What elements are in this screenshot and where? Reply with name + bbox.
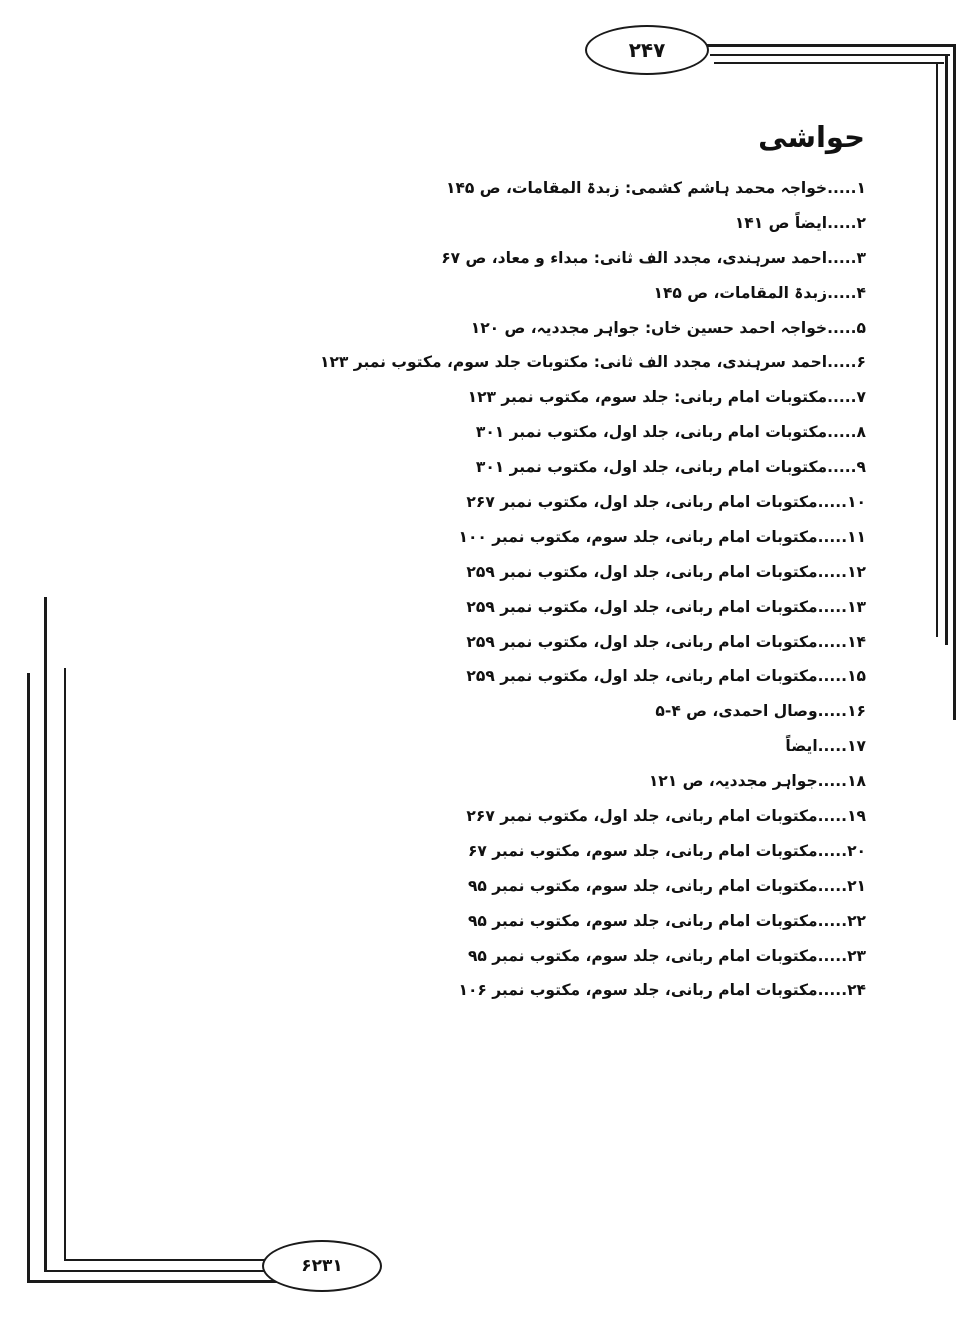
- footnote-item: ۲۳.....مکتوبات امام ربانی، جلد سوم، مکتوب نمبر ۹۵: [467, 946, 866, 965]
- footnotes-list: [320, 171, 866, 1008]
- left-frame-line-inner: [64, 668, 66, 1260]
- left-frame-line-middle: [44, 597, 47, 1272]
- footnote-item: ۱۸.....جواہر مجددیہ، ص ۱۲۱: [648, 772, 866, 791]
- footnote-item: ۱۴.....مکتوبات امام ربانی، جلد اول، مکتوب نمبر ۲۵۹: [466, 632, 866, 651]
- top-frame-line-middle: [710, 54, 950, 56]
- right-frame-line-inner: [936, 62, 938, 637]
- footnote-item: ۱۲.....مکتوبات امام ربانی، جلد اول، مکتوب نمبر ۲۵۹: [466, 562, 866, 581]
- right-frame-line-middle: [945, 54, 948, 645]
- footnote-item: ۷.....مکتوبات امام ربانی: جلد سوم، مکتوب نمبر ۱۲۳: [467, 388, 866, 407]
- footer-page-number: [262, 1240, 382, 1292]
- left-frame-line-outer: [27, 673, 30, 1283]
- section-heading: حواشی: [758, 120, 865, 154]
- footnote-item: ۲۰.....مکتوبات امام ربانی، جلد سوم، مکتوب نمبر ۶۷: [467, 841, 866, 860]
- footnote-item: ۶.....احمد سرہندی، مجدد الف ثانی: مکتوبات جلد سوم، مکتوب نمبر ۱۲۳: [320, 353, 866, 372]
- footnote-item: ۲۴.....مکتوبات امام ربانی، جلد سوم، مکتوب نمبر ۱۰۶: [458, 981, 866, 1000]
- footnote-item: ۲۲.....مکتوبات امام ربانی، جلد سوم، مکتوب نمبر ۹۵: [467, 911, 866, 930]
- header-page-number-text: ۲۴۷: [628, 38, 666, 62]
- footnote-item: ۱۳.....مکتوبات امام ربانی، جلد اول، مکتوب نمبر ۲۵۹: [466, 597, 866, 616]
- footnote-item: ۱۷.....ایضاً: [785, 737, 866, 756]
- right-frame-line-outer: [953, 44, 956, 720]
- header-page-number: [585, 25, 709, 75]
- footnote-item: ۱۵.....مکتوبات امام ربانی، جلد اول، مکتوب نمبر ۲۵۹: [466, 667, 866, 686]
- footnote-item: ۳.....احمد سرہندی، مجدد الف ثانی: مبداء و معاد، ص ۶۷: [441, 248, 866, 267]
- top-frame-line-inner: [714, 62, 944, 64]
- footnote-item: ۲۱.....مکتوبات امام ربانی، جلد سوم، مکتوب نمبر ۹۵: [467, 876, 866, 895]
- bottom-frame-line-outer: [27, 1280, 282, 1283]
- footnote-item: ۱۶.....وصال احمدی، ص ۴-۵: [655, 702, 866, 721]
- footer-page-number-text: ۶۲۳۱: [301, 1256, 343, 1276]
- bottom-frame-line-middle: [44, 1270, 269, 1272]
- footnote-item: ۴.....زبدۃ المقامات، ص ۱۴۵: [653, 283, 866, 302]
- footnote-item: ۸.....مکتوبات امام ربانی، جلد اول، مکتوب نمبر ۳۰۱: [475, 423, 866, 442]
- top-frame-line-outer: [700, 44, 955, 47]
- bottom-frame-line-inner: [64, 1259, 269, 1261]
- footnote-item: ۲.....ایضاً ص ۱۴۱: [734, 213, 866, 232]
- footnote-item: ۱۰.....مکتوبات امام ربانی، جلد اول، مکتوب نمبر ۲۶۷: [466, 493, 866, 512]
- footnote-item: ۵.....خواجہ احمد حسین خاں: جواہر مجددیہ، ص ۱۲۰: [470, 318, 866, 337]
- footnote-item: ۱۱.....مکتوبات امام ربانی، جلد سوم، مکتوب نمبر ۱۰۰: [458, 527, 866, 546]
- footnote-item: ۱۹.....مکتوبات امام ربانی، جلد اول، مکتوب نمبر ۲۶۷: [466, 807, 866, 826]
- footnote-item: ۱.....خواجہ محمد ہاشم کشمی: زبدۃ المقامات، ص ۱۴۵: [445, 179, 866, 197]
- footnote-item: ۹.....مکتوبات امام ربانی، جلد اول، مکتوب نمبر ۳۰۱: [475, 458, 866, 477]
